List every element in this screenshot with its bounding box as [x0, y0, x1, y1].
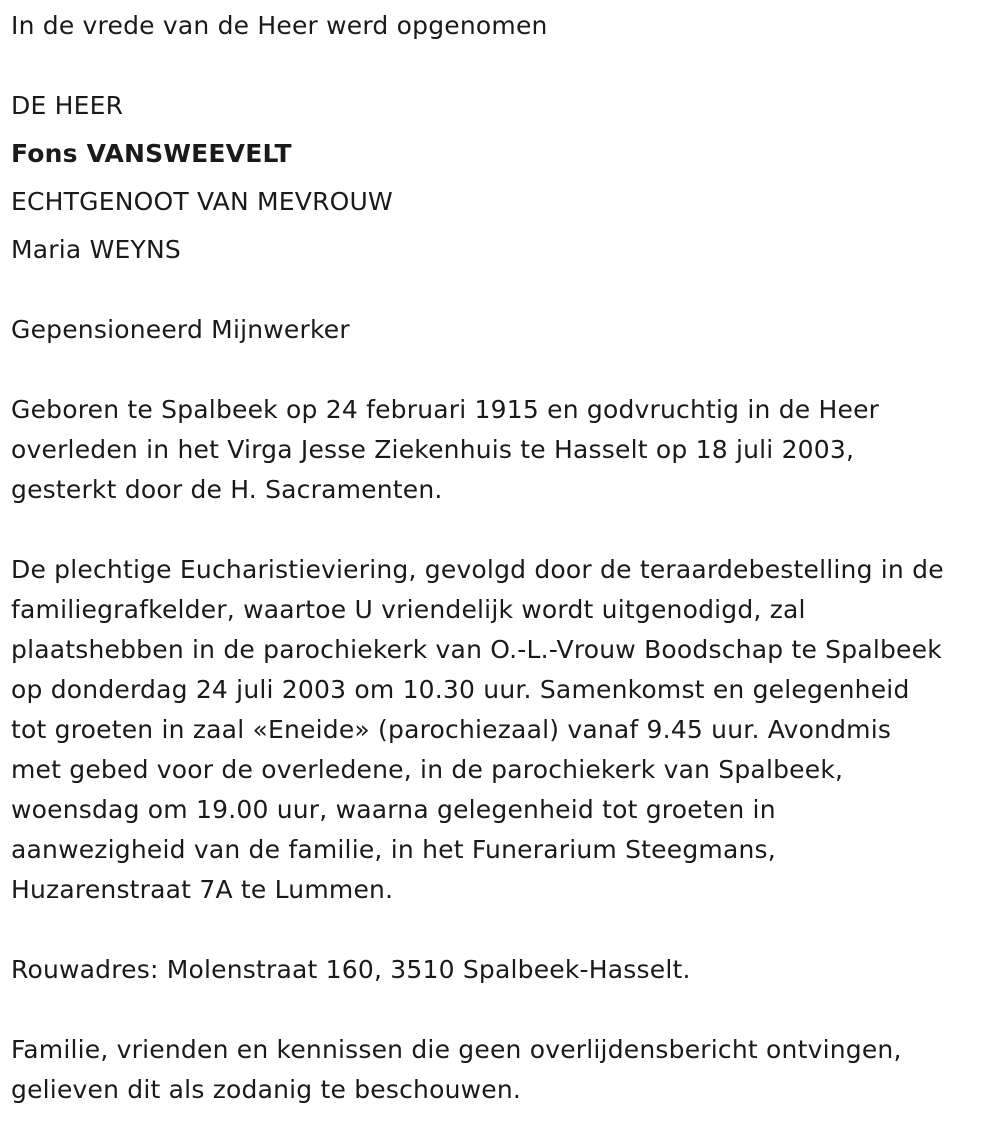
paragraph-line: Huzarenstraat 7A te Lummen.	[11, 875, 394, 904]
spouse-label: ECHTGENOOT VAN MEVROUW	[11, 187, 393, 216]
paragraph-line: plaatshebben in de parochiekerk van O.-L.-Vrouw Boodschap te Spalbeek	[11, 635, 942, 664]
deceased-block	[11, 82, 393, 274]
ceremony-paragraph	[11, 550, 944, 910]
salutation: DE HEER	[11, 91, 124, 120]
paragraph-line: met gebed voor de overledene, in de parochiekerk van Spalbeek,	[11, 755, 844, 784]
paragraph-line: Familie, vrienden en kennissen die geen overlijdensbericht ontvingen,	[11, 1035, 902, 1064]
paragraph-line: gesterkt door de H. Sacramenten.	[11, 475, 443, 504]
birth-death-paragraph	[11, 390, 879, 510]
spouse-name: Maria WEYNS	[11, 235, 181, 264]
paragraph-line: De plechtige Eucharistieviering, gevolgd door de teraardebestelling in de	[11, 555, 944, 584]
paragraph-line: gelieven dit als zodanig te beschouwen.	[11, 1075, 522, 1104]
paragraph-line: op donderdag 24 juli 2003 om 10.30 uur. Samenkomst en gelegenheid	[11, 675, 910, 704]
family-note-paragraph	[11, 1030, 902, 1110]
paragraph-line: aanwezigheid van de familie, in het Funerarium Steegmans,	[11, 835, 776, 864]
paragraph-line: Geboren te Spalbeek op 24 februari 1915 en godvruchtig in de Heer	[11, 395, 880, 424]
intro-text: In de vrede van de Heer werd opgenomen	[11, 11, 548, 40]
intro-block	[11, 2, 548, 50]
mourning-address: Rouwadres: Molenstraat 160, 3510 Spalbeek-Hasselt.	[11, 955, 691, 984]
paragraph-line: overleden in het Virga Jesse Ziekenhuis te Hasselt op 18 juli 2003,	[11, 435, 855, 464]
paragraph-line: familiegrafkelder, waartoe U vriendelijk wordt uitgenodigd, zal	[11, 595, 806, 624]
mourning-address-block	[11, 950, 691, 990]
paragraph-line: woensdag om 19.00 uur, waarna gelegenheid tot groeten in	[11, 795, 776, 824]
deceased-name: Fons VANSWEEVELT	[11, 139, 292, 168]
occupation-block	[11, 306, 350, 354]
paragraph-line: tot groeten in zaal «Eneide» (parochiezaal) vanaf 9.45 uur. Avondmis	[11, 715, 892, 744]
occupation-text: Gepensioneerd Mijnwerker	[11, 315, 350, 344]
